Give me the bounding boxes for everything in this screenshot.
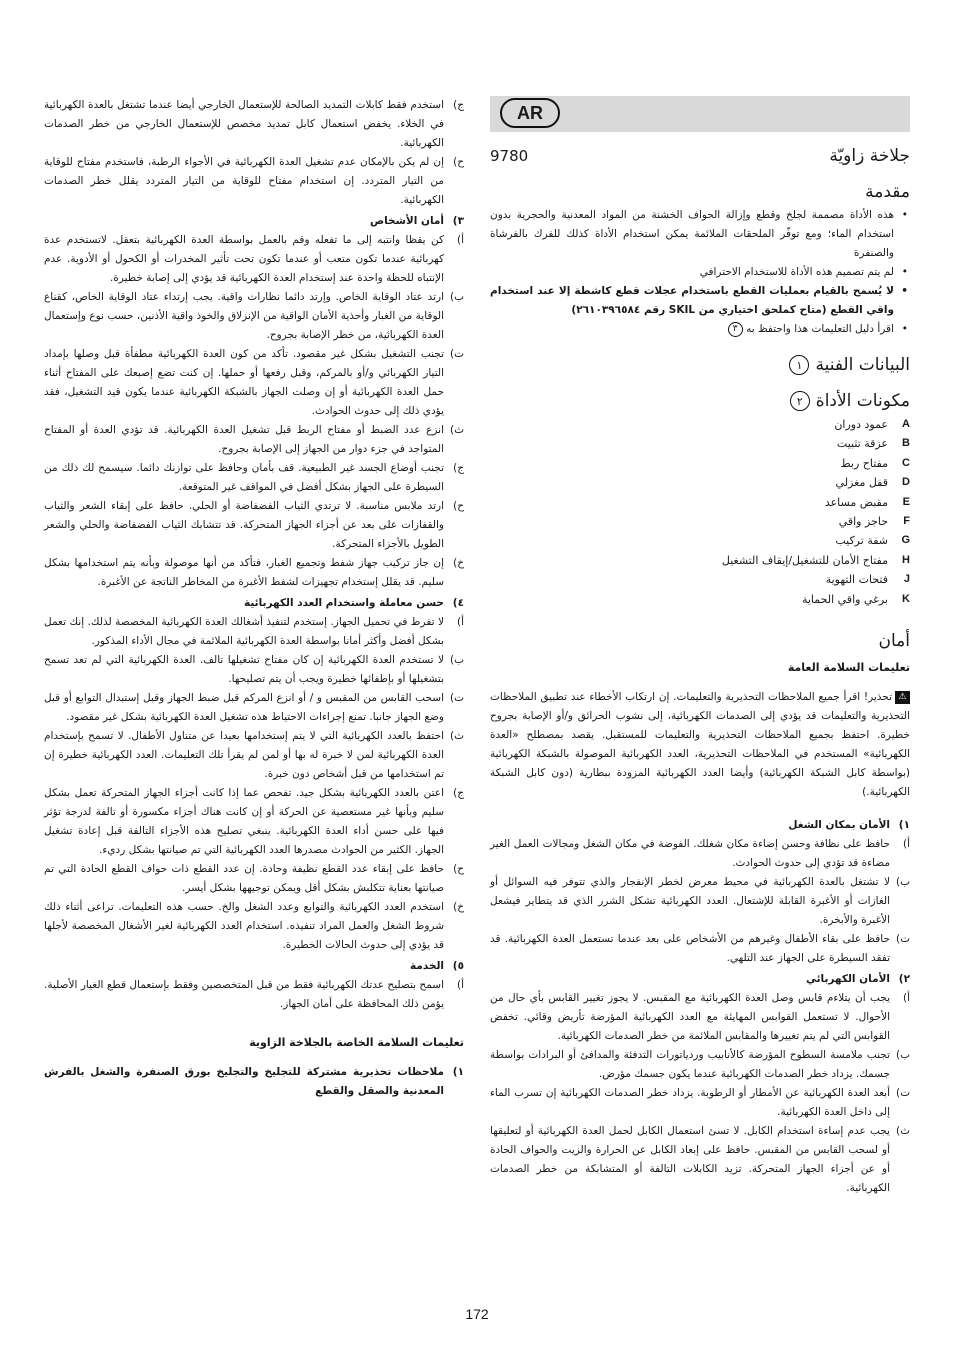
intro-list [490, 206, 910, 339]
item-number: ت) [896, 1087, 910, 1100]
section-number: ٥) [452, 960, 464, 972]
item-number: ج) [453, 787, 464, 799]
components-heading: مكونات الأداة ٢ [490, 391, 910, 411]
section-number: ٤) [452, 597, 464, 609]
item-number: أ) [456, 616, 464, 628]
instruction-item [44, 976, 464, 1014]
component-item [490, 570, 910, 589]
item-text: حافظ على إبقاء عدد القطع نظيفة وحادة. إن عدد القطع ذات حواف القطع الحادة التي تم صيانتها بعناية تتكلبش بشكل أقل ويمكن توجيهها بشكل أيسر. [44, 863, 444, 894]
instruction-item [44, 231, 464, 288]
item-text: تجنب ملامسة السطوح المؤرضة كالأنابيب وردياتورات التدفئة والمدافئ أو البرادات بواسطة جسمك. يزداد خطر الصدمات الكهربائية عندما يكون جسمك مؤرض. [490, 1049, 890, 1081]
component-item [490, 415, 910, 434]
item-number: ب) [896, 876, 910, 889]
component-item [490, 590, 910, 609]
item-number: أ) [902, 992, 910, 1005]
item-number: ث) [450, 424, 464, 436]
item-number: ج) [453, 99, 464, 111]
instruction-item [490, 873, 910, 930]
safety-heading: أمان [878, 631, 910, 652]
angle-grinder-heading: تعليمات السلامة الخاصة بالجلاخة الزاوية [249, 1036, 464, 1049]
instruction-item [44, 459, 464, 497]
intro-bullet [490, 206, 910, 263]
component-label: حاجز واقي [838, 515, 888, 529]
instruction-item [490, 1046, 910, 1084]
section-number: ٣) [452, 215, 464, 227]
item-number: ت) [450, 692, 464, 704]
item-number: خ) [453, 901, 464, 913]
product-title: جلاخة زاويّة [829, 146, 910, 166]
intro-bullet-text: لا يُسمح بالقيام بعمليات القطع باستخدام عجلات قطع كاشطة إلا عند استخدام واقي القطع (متاح كملحق اختياري من SKIL رقم ٢٦١٠٣٩٦٥٨٤) [490, 285, 894, 316]
instruction-item [44, 898, 464, 955]
item-text: انزع عدد الضبط أو مفتاح الربط قبل تشغيل العدة الكهربائية. قد تؤدي العدة أو المفتاح المتواجد في جزء دوار من الجهاز إلى الإصابة بجروح. [44, 424, 444, 455]
instruction-item [44, 651, 464, 689]
component-label: برغي واقي الحماية [801, 592, 888, 606]
component-letter: B [902, 437, 910, 450]
instruction-item [44, 860, 464, 898]
component-label: عمود دوران [834, 418, 888, 431]
specs-heading: البيانات الفنية ١ [490, 355, 910, 375]
section-number: ٢) [898, 973, 910, 986]
instruction-item [44, 727, 464, 784]
component-label: فتحات التهوية [825, 573, 888, 587]
angle-grinder-items [44, 1063, 464, 1101]
section-title: الخدمة [409, 960, 444, 972]
item-number: أ) [456, 979, 464, 991]
item-text: كن يقظا وانتبه إلى ما تفعله وقم بالعمل بواسطة العدة الكهربائية بتعقل. لاتستخدم عدة كهربائية عندما تكون متعب أو عندما تكون تحت تأثير المخدرات أو الكحول أو الأدوية. عدم الإنتباه للحظة واحدة عند إستخدام العدة الكهربائية قد يؤدي إلى إصابة خطيرة. [44, 234, 444, 284]
instruction-item [44, 96, 464, 153]
section-heading [44, 594, 464, 613]
component-label: عزقة تثبيت [836, 437, 888, 451]
figure-ref-badge: ١ [789, 355, 809, 375]
component-label: مفتاح ربط [840, 456, 888, 470]
general-safety-heading: تعليمات السلامة العامة [787, 661, 910, 675]
item-text: استخدم فقط كابلات التمديد الصالحة للإستعمال الخارجي أيضا عندما تشتغل بالعدة الكهربائية في الخلاء. يخفض استعمال كابل تمديد مخصص للإستعمال الخارجي من خطر الصدمات الكهربائية. [44, 99, 444, 149]
item-number: ١) [452, 1066, 464, 1078]
component-item [490, 454, 910, 473]
item-text: يجب عدم إساءة استخدام الكابل. لا تسئ استعمال الكابل لحمل العدة الكهربائية أو لتعليقها أو لسحب القابس من المقبس. حافظ على إبعاد الكابل عن الحرارة والزيت والحواف الحادة أو عن أجزاء الجهاز المتحركة. تزيد الكابلات التالفة أو المتشابكة من خطر الصدمات الكهربائية. [490, 1125, 890, 1195]
section-title: حسن معاملة واستخدام العدد الكهربائية [243, 597, 444, 609]
component-label: شفة تركيب [835, 534, 888, 548]
instruction-item [490, 1122, 910, 1198]
instruction-item [44, 421, 464, 459]
item-text: لا تشتغل بالعدة الكهربائية في محيط معرض لخطر الإنفجار والذي تتوفر فيه السوائل أو الغازات أو الأغبرة القابلة للإشتعال. العدد الكهربائية تشكل الشرر الذي قد يتطاير فيشعل الأغبرة والأبخرة. [490, 876, 890, 927]
instruction-item [44, 345, 464, 421]
item-text: إن جاز تركيب جهاز شفط وتجميع الغبار، فتأكد من أنها موصولة وبأنه يتم استخدامها بشكل سليم. قد يقلل إستخدام تجهيزات لشفط الأغبرة من المخاطر الناتجة عن الأغبرة. [44, 557, 444, 588]
components-list [490, 415, 910, 609]
item-number: ح) [453, 156, 464, 168]
instruction-item [490, 989, 910, 1046]
section-heading [490, 970, 910, 989]
item-text: ملاحظات تحذيرية مشتركة للتجليخ والتجليخ بورق الصنفرة والشغل بالفرش المعدنية والصقل والقطع [44, 1066, 444, 1097]
item-text: لا تفرط في تحميل الجهاز. إستخدم لتنفيذ أشغالك العدة الكهربائية المخصصة لذلك. إنك تعمل بشكل أفضل وأكثر أمانا بواسطة العدة الكهربائية الملائمة في مجال الأداء المذكور. [44, 616, 444, 647]
component-item [490, 551, 910, 570]
right-sections [490, 816, 910, 1198]
component-label: مفتاح الأمان للتشغيل/إيقاف التشغيل [721, 553, 888, 567]
section-heading [44, 957, 464, 976]
item-number: خ) [453, 557, 464, 569]
intro-bullet [490, 263, 910, 282]
instruction-item [490, 1084, 910, 1122]
instruction-item [44, 288, 464, 345]
component-letter: G [901, 534, 910, 547]
section-heading [490, 816, 910, 835]
intro-bullet-text: لم يتم تصميم هذه الأداة للاستخدام الاحترافي [699, 266, 894, 278]
product-model: 9780 [490, 147, 529, 165]
component-letter: C [902, 456, 910, 469]
item-number: ث) [896, 1125, 910, 1138]
item-number: ت) [450, 348, 464, 360]
section-title: الأمان الكهربائي [805, 973, 890, 986]
intro-heading: مقدمة [865, 182, 910, 202]
component-letter: E [902, 495, 910, 508]
item-text: احتفظ بالعدد الكهربائية التي لا يتم إستخدامها بعيدا عن متناول الأطفال. لا تسمح بإستخدام العدة الكهربائية لمن لا خبرة له بها أو لمن لم يقرأ تلك التعليمات. العدد الكهربائية خطيرة إن تم استخدامها من قبل أشخاص دون خبرة. [44, 730, 444, 780]
item-text: يجب أن يتلاءم قابس وصل العدة الكهربائية مع المقبس. لا يجوز تغيير القابس بأي حال من الأحوال. لا تستعمل القوابس المهايئة مع العدد الكهربائية المؤرضة تأريض وقائي. تخفض القوابس التي لم يتم تغييرها والمقابس الملائمة من خطر الصدمات الكهربائية. [490, 992, 890, 1043]
section-title: أمان الأشخاص [369, 215, 444, 227]
instruction-item [490, 930, 910, 968]
section-title: الأمان بمكان الشغل [788, 819, 890, 832]
item-number: ب) [450, 654, 464, 666]
intro-bullet [490, 282, 910, 320]
item-number: ج) [453, 462, 464, 474]
figure-ref-badge: ٣ [728, 322, 743, 337]
item-text: ارتد ملابس مناسبة. لا ترتدي الثياب الفضفاضة أو الحلي. حافظ على إبقاء الشعر والثياب والقفازات على بعد عن أجزاء الجهاز المتحركة. قد تتشابك الثياب الفضفاضة والحلي والشعر الطويل بالأجزاء المتحركة. [44, 500, 444, 550]
item-text: حافظ على بقاء الأطفال وغيرهم من الأشخاص على بعد عندما تستعمل العدة الكهربائية. قد تفقد السيطرة على الجهاز عند التلهي. [490, 933, 890, 965]
item-text: تجنب أوضاع الجسد غير الطبيعية. قف بأمان وحافظ على توازنك دائما. سيسمح لك ذلك من السيطرة على الجهاز بشكل أفضل في المواقف غير المتوقعة. [44, 462, 444, 493]
component-item [490, 512, 910, 531]
page-number: 172 [465, 1306, 489, 1322]
component-item [490, 434, 910, 453]
item-number: ح) [453, 863, 464, 875]
warning-text: تحذير! اقرأ جميع الملاحظات التحذيرية والتعليمات. إن ارتكاب الأخطاء عند تطبيق الملاحظات التحذيرية والتعليمات قد يؤدي إلى الصدمات الكهربائية، إلى نشوب الحرائق و/أو الإصابة بجروح خطيرة. احتفظ بجميع الملاحظات التحذيرية والتعليمات للمستقبل. يقصد بمصطلح «العدة الكهربائية» المستخدم في الملاحظات التحذيرية، العدد الكهربائية الموصولة بالشبكة الكهربائية (بواسطة كابل الشبكة الكهربائية) وأيضا العدد الكهربائية المزودة ببطارية (دون كابل الشبكة الكهربائية.) [490, 691, 910, 799]
item-number: أ) [456, 234, 464, 246]
figure-ref-badge: ٢ [790, 391, 810, 411]
item-text: حافظ على نظافة وحسن إضاءة مكان شغلك. الفوضة في مكان الشغل ومجالات العمل الغير مضاءة قد تؤدي إلى حدوث الحوادث. [490, 838, 890, 870]
language-banner [490, 96, 910, 132]
component-item [490, 473, 910, 492]
item-number: ت) [896, 933, 910, 946]
section-number: ١) [898, 819, 910, 832]
intro-bullet [490, 320, 910, 339]
item-text: اسحب القابس من المقبس و / أو انزع المركم قبل ضبط الجهاز وقبل إستبدال التوابع أو قبل وضع الجهاز جانبا. تمنع إجراءات الاحتياط هذه تشغيل العدة الكهربائية بشكل غير مقصود. [44, 692, 444, 723]
warning-triangle-icon: ⚠ [895, 691, 910, 704]
right-column [490, 96, 910, 1198]
item-number: أ) [902, 838, 910, 851]
item-text: اعتن بالعدد الكهربائية بشكل جيد. تفحص عما إذا كانت أجزاء الجهاز المتحركة تعمل بشكل سليم وبأنها غير مستعصية عن الحركة أو إن كانت هناك أجزاء مكسورة أو تالفة لدرجة تؤثر فيها على حسن أداء العدة الكهربائية. ينبغي تصليح هذه الأجزاء التالفة قبل إعادة تشغيل الجهاز. الكثير من الحوادث مصدرها العدد الكهربائية التي تم صيانتها بشكل رديء. [44, 787, 444, 856]
left-sections [44, 212, 464, 1014]
left-continued-items [44, 96, 464, 210]
item-text: ارتد عتاد الوقاية الخاص. وإرتد دائما نظارات واقية. يجب إرتداء عتاد الوقاية الخاص، كقناع الوقاية من الغبار وأحذية الأمان الواقية من الإنزلاق والخوذ واقية الأذنين، حسب نوع وإستعمال العدة الكهربائية، من خطر الإصابة بجروح. [44, 291, 444, 341]
language-badge: AR [500, 98, 560, 128]
component-letter: J [903, 573, 910, 586]
component-item [490, 493, 910, 512]
item-number: ح) [453, 500, 464, 512]
product-title-row [490, 146, 910, 166]
component-letter: K [902, 592, 910, 605]
instruction-item [44, 689, 464, 727]
instruction-item [44, 153, 464, 210]
component-letter: D [902, 476, 910, 489]
instruction-item [44, 554, 464, 592]
item-number: ب) [450, 291, 464, 303]
item-text: استخدم العدد الكهربائية والتوابع وعدد الشغل والخ. حسب هذه التعليمات. تراعى أثناء ذلك شروط الشغل والعمل المراد تنفيذه. استخدام العدد الكهربائية لغير الأشغال المخصصة لأجلها قد يؤدي إلى حدوث الحالات الخطيرة. [44, 901, 444, 951]
component-label: قفل مغزلي [835, 476, 888, 490]
instruction-item [44, 1063, 464, 1101]
component-letter: A [902, 418, 910, 430]
item-text: تجنب التشغيل بشكل غير مقصود. تأكد من كون العدة الكهربائية مطفأة قبل وصلها بإمداد التيار الكهربائي و/أو بالمركم، وقبل رفعها أو حملها. إن كنت تضع إصبعك على المفتاح أثناء حمل العدة الكهربائية أو إن وصلت الجهاز بالشبكة الكهربائية عندما يكون قيد التشغيل، فقد يؤدي ذلك إلى حدوث الحوادث. [44, 348, 444, 417]
item-text: لا تستخدم العدة الكهربائية إن كان مفتاح تشغيلها تالف. العدة الكهربائية التي لم تعد تسمح بتشغيلها أو بإطفائها خطيرة ويجب أن يتم تصليحها. [44, 654, 444, 685]
instruction-item [44, 613, 464, 651]
section-heading [44, 212, 464, 231]
item-number: ب) [896, 1049, 910, 1062]
instruction-item [44, 497, 464, 554]
intro-bullet-text: اقرأ دليل التعليمات هذا واحتفظ به [746, 323, 894, 335]
item-text: أبعد العدة الكهربائية عن الأمطار أو الرطوبة. يزداد خطر الصدمات الكهربائية إن تسرب الماء إلى داخل العدة الكهربائية. [490, 1087, 890, 1119]
instruction-item [44, 784, 464, 860]
component-label: مقبض مساعد [824, 495, 888, 509]
left-column [44, 96, 464, 1101]
component-item [490, 531, 910, 550]
component-letter: F [903, 515, 910, 528]
intro-bullet-text: هذه الأداة مصممة لجلخ وقطع وإزالة الحواف الخشنة من المواد المعدنية والحجرية بدون استخدام الماء؛ ومع توفّر الملحقات الملائمة يمكن استخدام الأداة كذلك للفرك بالفرشاة والصنفرة [490, 209, 894, 259]
item-number: ث) [450, 730, 464, 742]
item-text: اسمح بتصليح عدتك الكهربائية فقط من قبل المتخصصين وفقط بإستعمال قطع الغيار الأصلية. يؤمن ذلك المحافظة على أمان الجهاز. [44, 979, 444, 1010]
warning-paragraph [490, 688, 910, 802]
item-text: إن لم يكن بالإمكان عدم تشغيل العدة الكهربائية في الأجواء الرطبة، فاستخدم مفتاح للوقاية من التيار المتردد. إن استخدام مفتاح للوقاية من التيار المتردد يقلل خطر الصدمات الكهربائية. [44, 156, 444, 206]
component-letter: H [902, 553, 910, 566]
instruction-item [490, 835, 910, 873]
